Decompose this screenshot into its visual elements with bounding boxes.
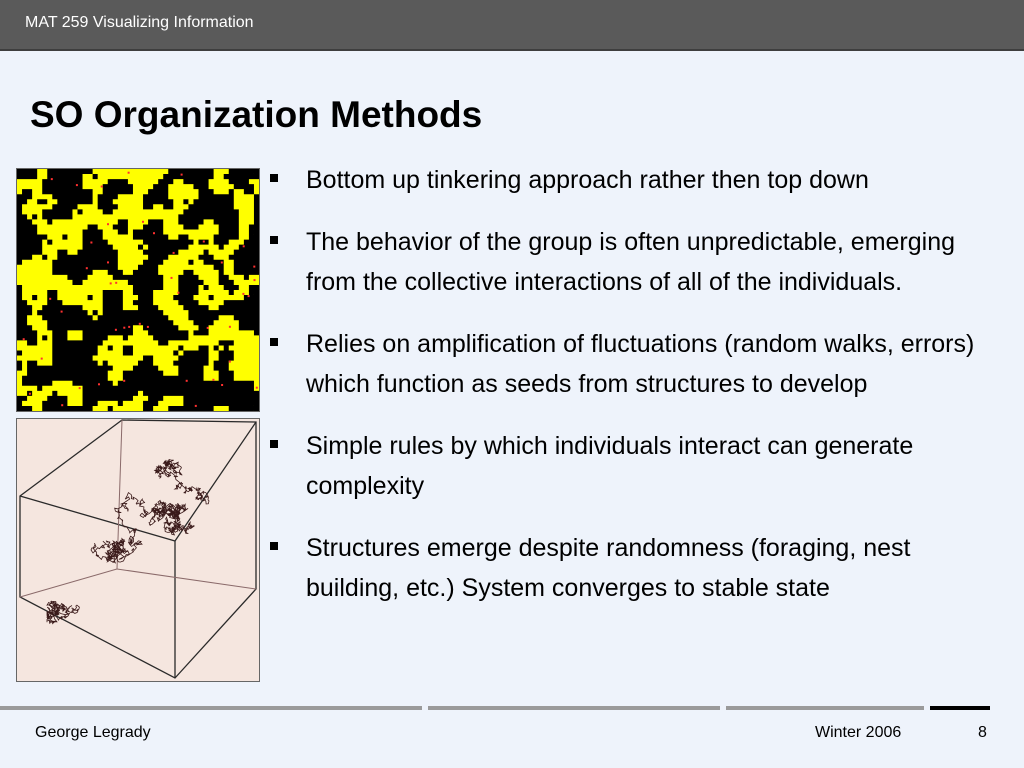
bullet-item xyxy=(270,324,1000,404)
bullet-square-icon xyxy=(270,174,278,182)
bullet-text: Relies on amplification of fluctuations (random walks, errors) which function as seeds from structures to develop xyxy=(306,330,975,398)
bullet-list xyxy=(270,160,1000,630)
footer-author: George Legrady xyxy=(35,724,151,741)
bullet-item xyxy=(270,160,1000,200)
bullet-text: The behavior of the group is often unpredictable, emerging from the collective interactions of all of the individuals. xyxy=(306,228,956,296)
header-bar xyxy=(0,0,1024,51)
course-title: MAT 259 Visualizing Information xyxy=(25,14,254,31)
footer-rule-accent xyxy=(930,706,990,710)
footer-term: Winter 2006 xyxy=(815,724,902,741)
bullet-square-icon xyxy=(270,440,278,448)
bullet-item xyxy=(270,222,1000,302)
footer-rule xyxy=(0,706,422,710)
page-number: 8 xyxy=(978,724,987,741)
cube-back-bottom-edge xyxy=(117,569,256,589)
cube-front-edges xyxy=(20,422,256,541)
bullet-text: Simple rules by which individuals interact can generate complexity xyxy=(306,432,914,500)
footer-rule xyxy=(726,706,924,710)
bullet-text: Bottom up tinkering approach rather then top down xyxy=(306,166,869,194)
cellular-automaton-image xyxy=(16,168,260,412)
bullet-square-icon xyxy=(270,338,278,346)
bullet-square-icon xyxy=(270,236,278,244)
bullet-item xyxy=(270,528,1000,608)
slide-title: SO Organization Methods xyxy=(30,94,483,135)
bullet-text: Structures emerge despite randomness (foraging, nest building, etc.) System converges to stable state xyxy=(306,534,911,602)
cube-back-edges xyxy=(20,420,122,597)
cube-outline xyxy=(20,420,256,678)
random-walk-path xyxy=(47,460,209,624)
bullet-square-icon xyxy=(270,542,278,550)
footer-rule xyxy=(428,706,720,710)
random-walk-cube-image xyxy=(16,418,260,682)
bullet-item xyxy=(270,426,1000,506)
